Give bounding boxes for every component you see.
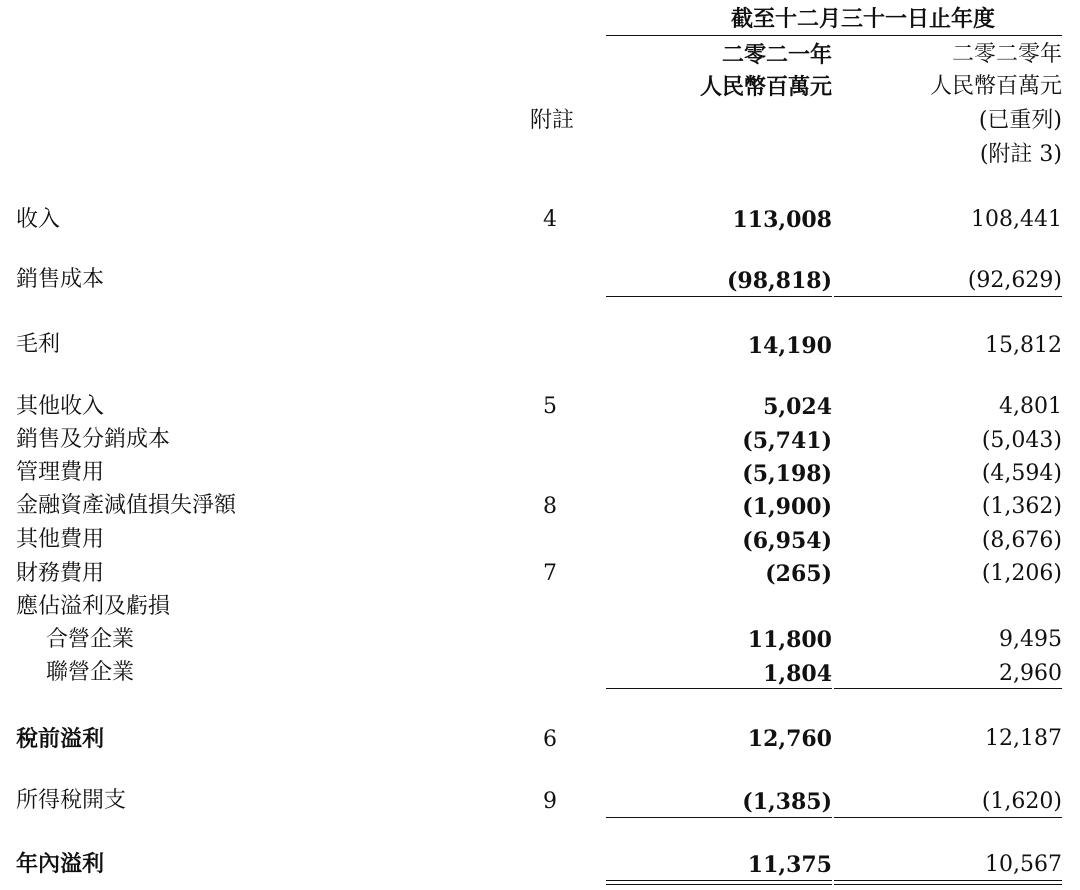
row-label: 合營企業 — [46, 627, 135, 652]
col-2020-year: 二零二零年 — [951, 42, 1062, 67]
value-2020: 9,495 — [999, 627, 1062, 652]
subtotal-rule-2021 — [606, 817, 832, 818]
row-label: 年內溢利 — [16, 851, 105, 877]
row-label: 其他費用 — [16, 527, 105, 552]
col-2020-note-ref: (附註 3) — [979, 142, 1062, 167]
value-2020: 4,801 — [999, 394, 1062, 419]
value-2020: 2,960 — [999, 661, 1062, 686]
total-double-rule-2021 — [606, 880, 832, 885]
value-2021: 12,760 — [747, 726, 832, 752]
value-2021: 5,024 — [763, 394, 832, 420]
row-note: 5 — [543, 394, 557, 419]
row-label: 稅前溢利 — [16, 726, 105, 752]
col-2021-unit: 人民幣百萬元 — [699, 74, 832, 100]
row-label: 所得稅開支 — [16, 788, 127, 813]
value-2020: (1,362) — [981, 494, 1062, 519]
value-2020: (4,594) — [981, 461, 1062, 486]
row-note: 4 — [543, 207, 557, 232]
value-2021: (1,900) — [742, 494, 832, 520]
value-2020: (8,676) — [981, 528, 1062, 553]
row-label: 金融資產減值損失淨額 — [16, 493, 237, 518]
value-2021: 1,804 — [763, 661, 832, 687]
value-2021: (5,741) — [742, 428, 832, 454]
total-double-rule-2020 — [834, 880, 1062, 885]
value-2021: 14,190 — [747, 333, 832, 359]
value-2021: (265) — [765, 561, 832, 587]
value-2020: (92,629) — [967, 268, 1062, 293]
row-label: 財務費用 — [16, 561, 105, 586]
subtotal-rule-2021 — [606, 296, 832, 297]
row-label: 聯營企業 — [46, 660, 135, 685]
value-2020: 108,441 — [971, 207, 1062, 232]
row-label: 銷售及分銷成本 — [16, 427, 171, 452]
row-label: 毛利 — [16, 332, 61, 357]
period-heading: 截至十二月三十一日止年度 — [730, 6, 995, 32]
row-note: 6 — [543, 727, 557, 752]
subtotal-rule-2021 — [606, 688, 832, 689]
row-label: 收入 — [16, 207, 61, 232]
row-note: 8 — [543, 494, 557, 519]
value-2020: (1,206) — [981, 561, 1062, 586]
row-note: 7 — [543, 561, 557, 586]
subtotal-rule-2020 — [834, 296, 1062, 297]
row-label: 應佔溢利及虧損 — [16, 594, 171, 619]
subtotal-rule-2020 — [834, 688, 1062, 689]
col-2020-restated: (已重列) — [978, 108, 1062, 133]
row-label: 其他收入 — [16, 394, 105, 419]
value-2021: 11,800 — [747, 627, 832, 653]
value-2021: 11,375 — [747, 852, 832, 878]
note-column-heading: 附註 — [529, 108, 574, 133]
value-2021: 113,008 — [732, 207, 832, 233]
value-2020: (5,043) — [981, 428, 1062, 453]
value-2021: (6,954) — [742, 528, 832, 554]
value-2021: (98,818) — [726, 268, 832, 294]
value-2020: 10,567 — [985, 852, 1062, 877]
value-2020: 12,187 — [985, 726, 1062, 751]
value-2020: (1,620) — [981, 789, 1062, 814]
row-note: 9 — [543, 789, 557, 814]
col-2021-year: 二零二一年 — [721, 42, 832, 68]
row-label: 銷售成本 — [16, 267, 105, 292]
period-underline — [606, 35, 1062, 36]
value-2021: (1,385) — [742, 789, 832, 815]
value-2020: 15,812 — [985, 333, 1062, 358]
subtotal-rule-2020 — [834, 817, 1062, 818]
value-2021: (5,198) — [742, 461, 832, 487]
row-label: 管理費用 — [16, 460, 105, 485]
col-2020-unit: 人民幣百萬元 — [929, 74, 1062, 99]
